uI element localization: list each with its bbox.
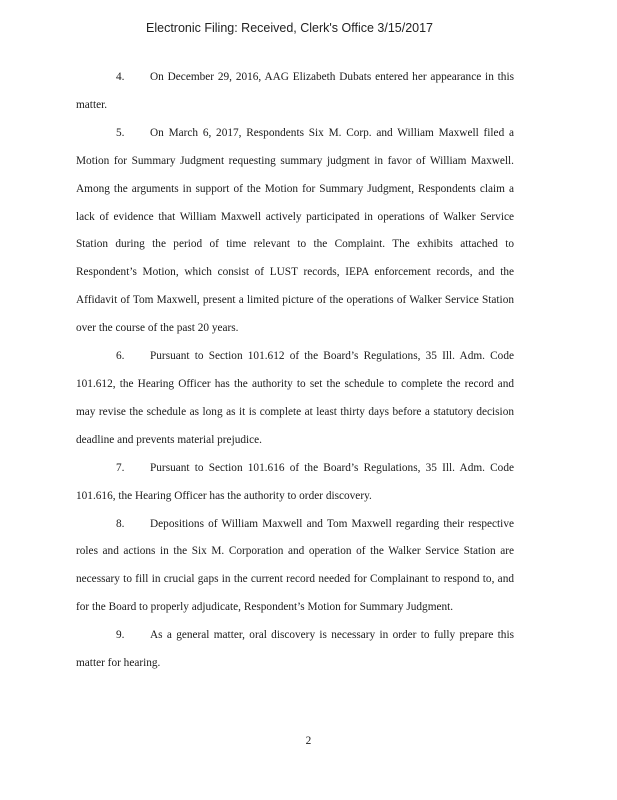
paragraph-number: 8. [116, 517, 125, 530]
paragraph-number: 4. [116, 71, 125, 83]
paragraph-number: 6. [116, 350, 125, 363]
paragraph-text: Pursuant to Section 101.612 of the Board’s Regulations, 35 Ill. Adm. Code 101.612, the Hearing Officer has the authority to set the schedule to complete the record and may revise the schedule as long as it is complete at least thirty days before a statutory decision deadline and prevents material prejudice. [76, 350, 514, 446]
paragraph-number: 7. [116, 461, 125, 474]
paragraph-6 [76, 343, 514, 455]
document-body [76, 64, 514, 678]
page-number: 2 [305, 735, 312, 747]
paragraph-text: As a general matter, oral discovery is necessary in order to fully prepare this matter for hearing. [76, 629, 514, 670]
paragraph-text: On December 29, 2016, AAG Elizabeth Dubats entered her appearance in this matter. [76, 71, 514, 111]
paragraph-number: 9. [116, 629, 125, 642]
paragraph-8 [76, 511, 514, 623]
filing-stamp: Electronic Filing: Received, Clerk's Office 3/15/2017 [146, 21, 434, 35]
paragraph-5 [76, 120, 514, 343]
paragraph-7 [76, 455, 514, 511]
paragraph-text: Pursuant to Section 101.616 of the Board’s Regulations, 35 Ill. Adm. Code 101.616, the Hearing Officer has the authority to order discovery. [76, 461, 514, 502]
paragraph-4 [76, 64, 514, 120]
paragraph-text: On March 6, 2017, Respondents Six M. Corp. and William Maxwell filed a Motion for Summary Judgment requesting summary judgment in favor of William Maxwell. Among the arguments in support of the Motion for Summary Judgment, Respondents claim a lack of evidence that William Maxwell actively participated in operations of Walker Service Station during the period of time relevant to the Complaint. The exhibits attached to Respondent’s Motion, which consist of LUST records, IEPA enforcement records, and the Affidavit of Tom Maxwell, present a limited picture of the operations of Walker Service Station over the course of the past 20 years. [76, 126, 514, 335]
paragraph-number: 5. [116, 126, 125, 139]
paragraph-text: Depositions of William Maxwell and Tom Maxwell regarding their respective roles and actions in the Six M. Corporation and operation of the Walker Service Station are necessary to fill in crucial gaps in the current record needed for Complainant to respond to, and for the Board to properly adjudicate, Respondent’s Motion for Summary Judgment. [76, 517, 514, 614]
paragraph-9 [76, 622, 514, 678]
